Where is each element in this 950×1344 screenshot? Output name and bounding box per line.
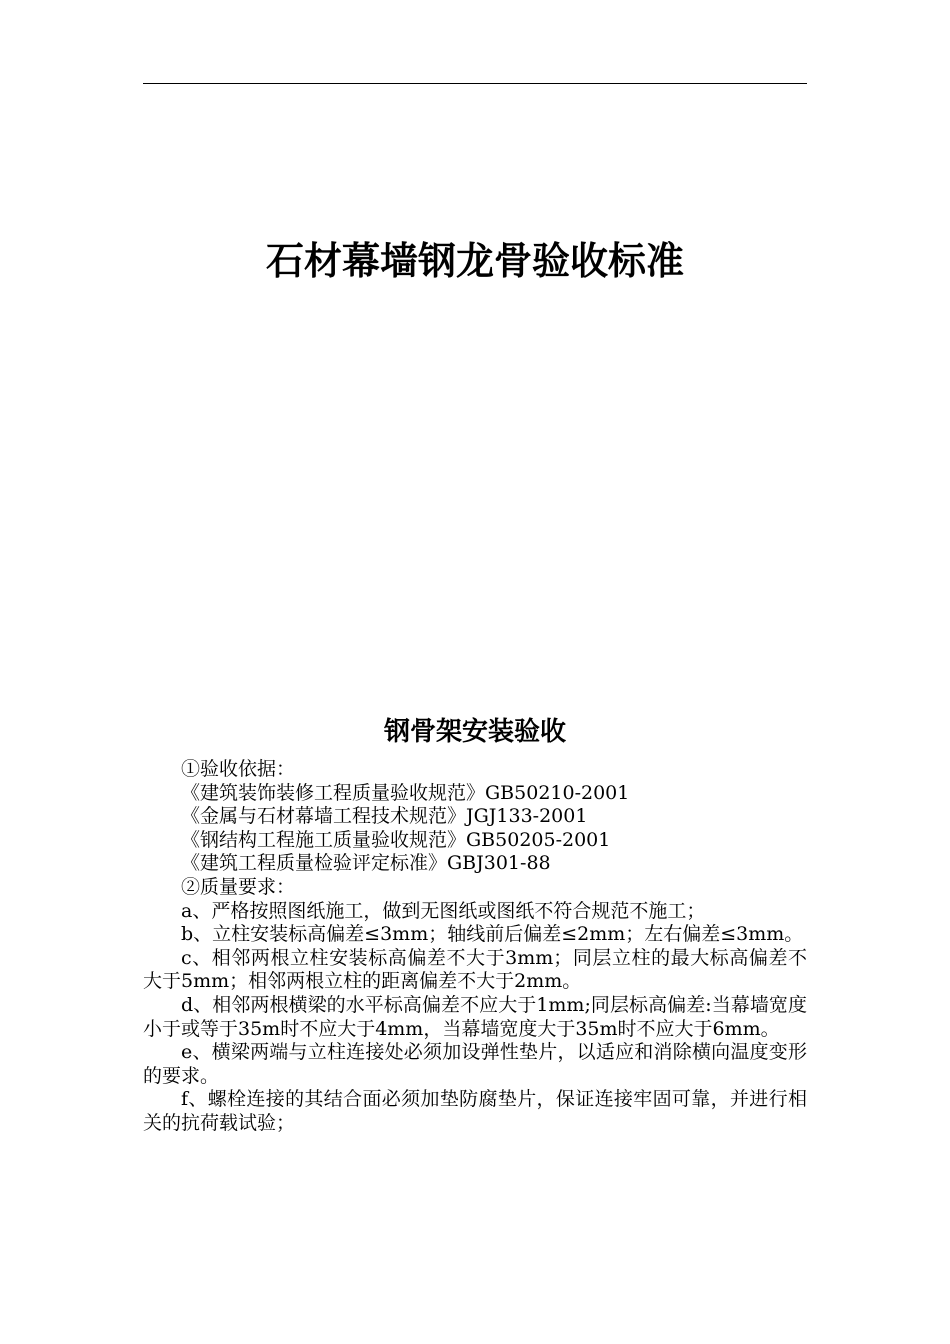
header-rule — [143, 83, 807, 84]
basis-item: 《建筑装饰装修工程质量验收规范》GB50210-2001 — [181, 781, 630, 804]
basis-item: 《钢结构工程施工质量验收规范》GB50205-2001 — [181, 828, 611, 851]
requirement-item: d、相邻两根横梁的水平标高偏差不应大于1mm;同层标高偏差:当幕墙宽度小于或等于35m时不应大于4mm，当幕墙宽度大于35m时不应大于6mm。 — [143, 993, 807, 1040]
requirement-item: a、严格按照图纸施工，做到无图纸或图纸不符合规范不施工； — [181, 899, 706, 922]
requirements-label: ②质量要求： — [181, 875, 296, 898]
requirement-item: e、横梁两端与立柱连接处必须加设弹性垫片，以适应和消除横向温度变形的要求。 — [143, 1041, 807, 1087]
document-title: 石材幕墙钢龙骨验收标准 — [265, 239, 684, 283]
requirement-item: f、螺栓连接的其结合面必须加垫防腐垫片，保证连接牢固可靠，并进行相关的抗荷载试验； — [143, 1088, 807, 1134]
basis-label: ①验收依据： — [181, 758, 296, 780]
basis-item: 《建筑工程质量检验评定标准》GBJ301-88 — [181, 852, 551, 875]
acceptance-section — [143, 712, 807, 1136]
requirement-item: b、立柱安装标高偏差≤3mm；轴线前后偏差≤2mm；左右偏差≤3mm。 — [181, 923, 804, 946]
basis-item: 《金属与石材幕墙工程技术规范》JGJ133-2001 — [181, 805, 588, 828]
requirement-item: c、相邻两根立柱安装标高偏差不大于3mm；同层立柱的最大标高偏差不大于5mm；相邻两根立柱的距离偏差不大于2mm。 — [143, 946, 807, 993]
section-heading: 钢骨架安装验收 — [383, 717, 566, 747]
